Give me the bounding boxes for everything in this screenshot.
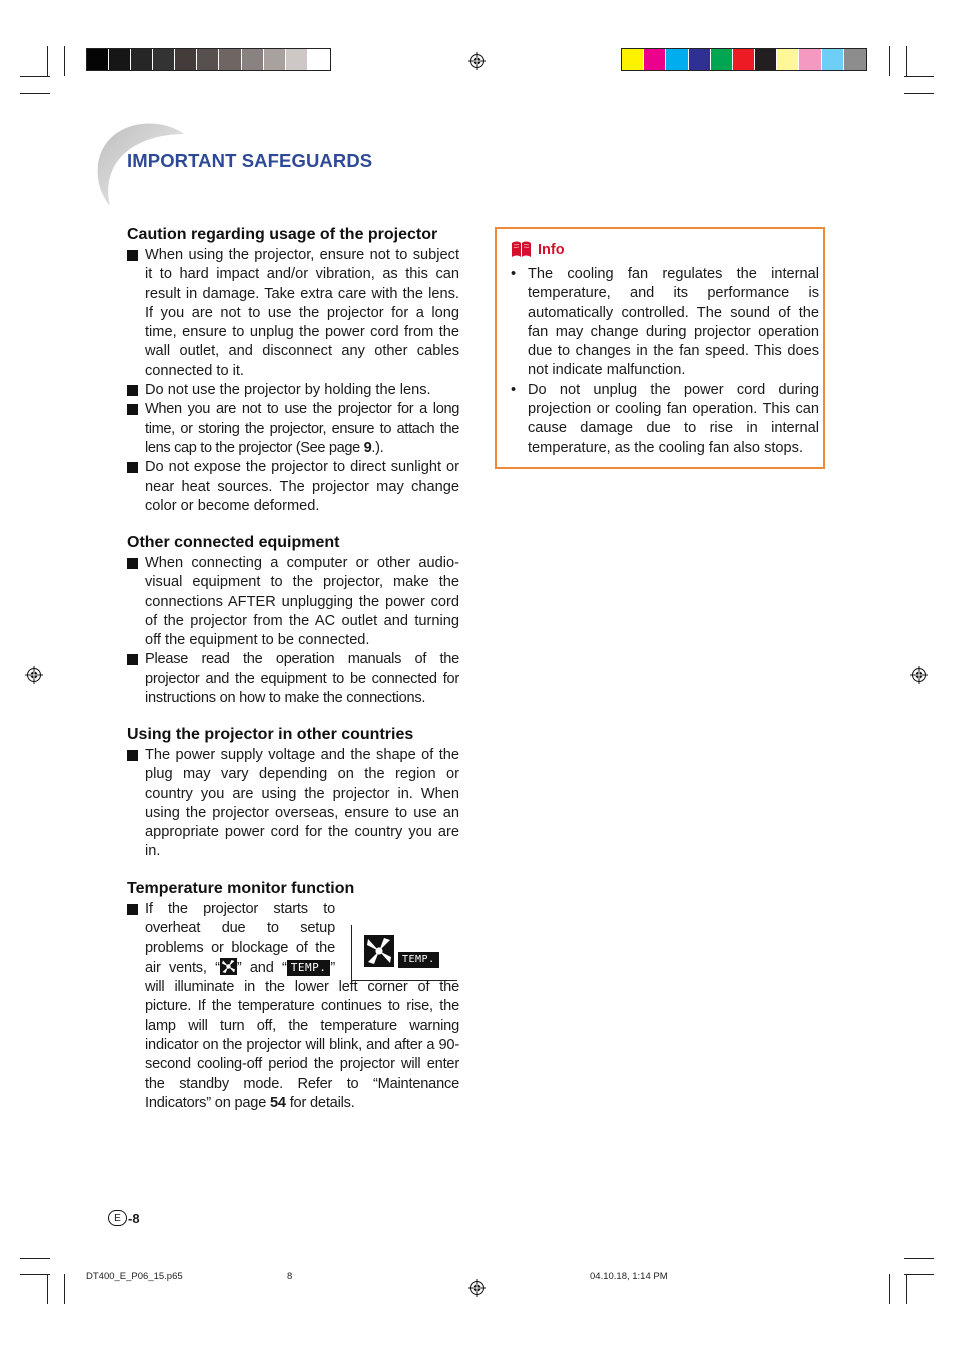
footer-timestamp: 04.10.18, 1:14 PM <box>590 1271 668 1282</box>
section-heading: Caution regarding usage of the projector <box>127 226 438 243</box>
square-bullet-icon <box>127 654 138 665</box>
crop-mark <box>20 76 50 77</box>
section-other-countries <box>127 725 459 862</box>
page-reference: 54 <box>270 1094 286 1111</box>
page-number-value: -8 <box>128 1210 140 1226</box>
square-bullet-icon <box>127 904 138 915</box>
calibration-swatch <box>175 49 197 70</box>
calibration-swatch <box>711 49 733 70</box>
page-title: IMPORTANT SAFEGUARDS <box>127 150 373 171</box>
crop-mark <box>904 1258 934 1259</box>
list-item: If the projector starts to overheat due to setup problems or blockage of the air vents, “ ” and “ TEMP. ” will illuminate in the lower left corner of the picture. If the temperature continues to rise, the lamp will turn off, the temperature warning indicator on the projector will blink, and after a 90-second cooling-off period the projector will enter the standby mode. Refer to “Maintenance Indicators” on page 54 for details. <box>127 900 459 1113</box>
calibration-swatch <box>242 49 264 70</box>
footer-filename: DT400_E_P06_15.p65 <box>86 1271 183 1282</box>
grayscale-calibration-bar <box>86 48 331 71</box>
registration-target-icon <box>468 52 486 70</box>
section-caution <box>127 225 459 516</box>
section-heading: Other connected equipment <box>127 534 340 551</box>
screen-corner-figure <box>351 925 457 981</box>
crop-mark <box>889 1274 890 1304</box>
calibration-swatch <box>197 49 219 70</box>
calibration-swatch <box>264 49 286 70</box>
crop-mark <box>47 1274 48 1304</box>
crop-mark <box>64 1274 65 1304</box>
info-title: Info <box>538 241 565 258</box>
crop-mark <box>889 46 890 76</box>
calibration-swatch <box>689 49 711 70</box>
calibration-swatch <box>799 49 821 70</box>
page-number-prefix: E <box>108 1210 127 1226</box>
crop-mark <box>904 93 934 94</box>
crop-mark <box>904 76 934 77</box>
page-number <box>108 1210 140 1226</box>
calibration-swatch <box>733 49 755 70</box>
square-bullet-icon <box>127 250 138 261</box>
color-calibration-bar <box>621 48 867 71</box>
calibration-swatch <box>844 49 866 70</box>
book-icon <box>511 241 532 258</box>
crop-mark <box>20 93 50 94</box>
crop-mark <box>20 1258 50 1259</box>
list-item: Do not expose the projector to direct sunlight or near heat sources. The projector may change color or become deformed. <box>127 458 459 516</box>
calibration-swatch <box>219 49 241 70</box>
square-bullet-icon <box>127 462 138 473</box>
section-heading: Using the projector in other countries <box>127 726 414 743</box>
calibration-swatch <box>308 49 330 70</box>
crop-mark <box>906 46 907 76</box>
list-item: • Do not unplug the power cord during projection or cooling fan operation. This can cause damage due to rise in internal temperature, as the cooling fan also stops. <box>511 381 819 456</box>
crop-mark <box>47 46 48 76</box>
square-bullet-icon <box>127 385 138 396</box>
fan-warning-icon <box>220 958 237 975</box>
calibration-swatch <box>644 49 666 70</box>
registration-target-icon <box>910 666 928 684</box>
calibration-swatch <box>131 49 153 70</box>
list-item: When you are not to use the projector for a long time, or storing the projector, ensure to attach the lens cap to the projector (See page 9.). <box>127 400 459 458</box>
info-list <box>509 265 819 458</box>
registration-target-icon <box>468 1279 486 1297</box>
footer-page: 8 <box>287 1271 293 1282</box>
calibration-swatch <box>109 49 131 70</box>
calibration-swatch <box>666 49 688 70</box>
info-heading <box>511 241 565 258</box>
calibration-swatch <box>286 49 308 70</box>
list-item: When connecting a computer or other audio-visual equipment to the projector, make the connections AFTER unplugging the power cord of the projector from the AC outlet and turning off the equipment to be connected. <box>127 554 459 650</box>
square-bullet-icon <box>127 750 138 761</box>
crop-mark <box>906 1274 907 1304</box>
square-bullet-icon <box>127 558 138 569</box>
crop-mark <box>64 46 65 76</box>
section-connected-equipment <box>127 533 459 708</box>
info-box <box>495 227 825 469</box>
calibration-swatch <box>777 49 799 70</box>
list-item: Do not use the projector by holding the lens. <box>127 381 459 400</box>
section-temperature-monitor <box>127 879 459 1113</box>
fan-warning-icon <box>364 935 394 967</box>
temp-indicator-badge: TEMP. <box>398 952 439 968</box>
list-item: • The cooling fan regulates the internal temperature, and its performance is automatically controlled. The sound of the fan may change during projector operation due to changes in the fan speed. This does not indicate malfunction. <box>511 266 819 379</box>
list-item: The power supply voltage and the shape of the plug may vary depending on the region or country you are using the projector in. When using the projector overseas, ensure to use an appropriate power cord for the country you are in. <box>127 746 459 862</box>
temp-indicator-badge: TEMP. <box>287 960 331 976</box>
section-heading: Temperature monitor function <box>127 880 355 897</box>
calibration-swatch <box>622 49 644 70</box>
calibration-swatch <box>822 49 844 70</box>
registration-target-icon <box>25 666 43 684</box>
crop-mark <box>904 1274 934 1275</box>
calibration-swatch <box>755 49 777 70</box>
crop-mark <box>20 1274 50 1275</box>
list-item: Please read the operation manuals of the projector and the equipment to be connected for instructions on how to make the connections. <box>127 650 459 708</box>
calibration-swatch <box>153 49 175 70</box>
list-item: When using the projector, ensure not to subject it to hard impact and/or vibration, as this can result in damage. Take extra care with the lens. If you are not to use the projector for a long time, ensure to unplug the power cord from the wall outlet, and disconnect any other cables connected to it. <box>127 246 459 381</box>
square-bullet-icon <box>127 404 138 415</box>
calibration-swatch <box>87 49 109 70</box>
